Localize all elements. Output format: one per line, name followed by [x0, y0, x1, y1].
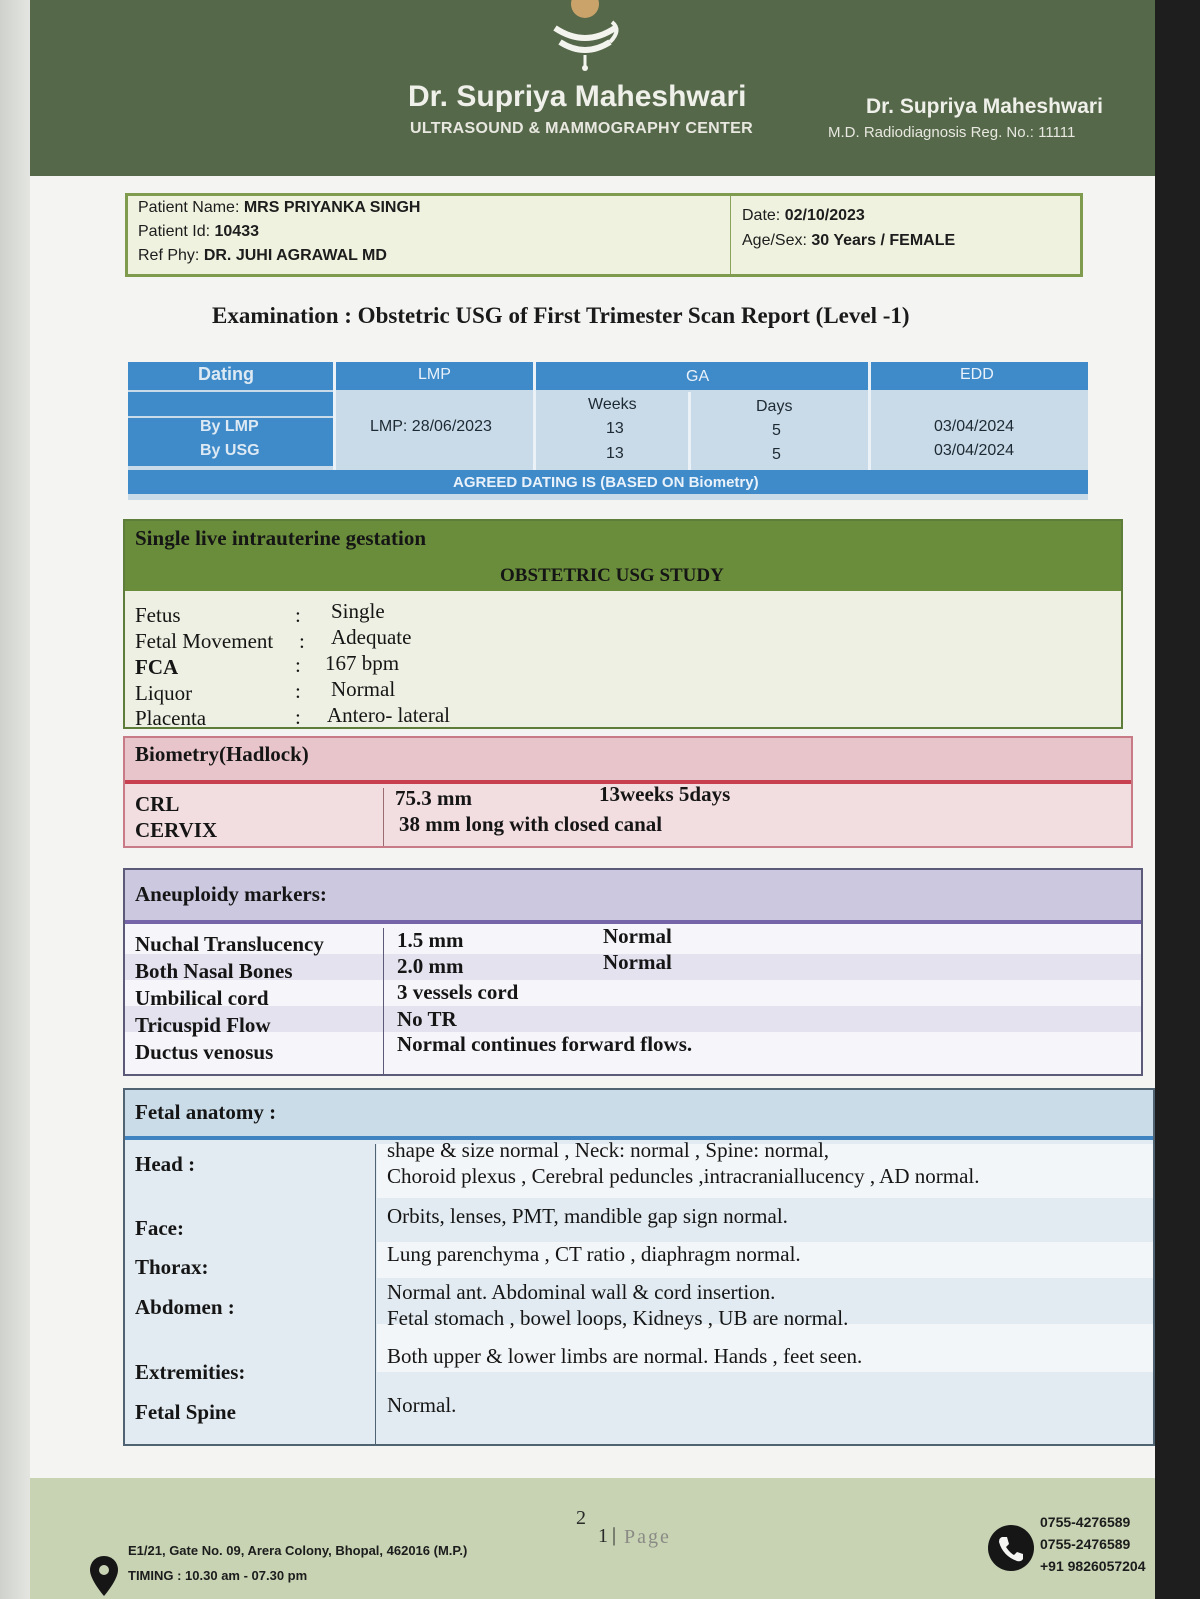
- value-fetus: Single: [331, 599, 385, 623]
- biometry-heading: Biometry(Hadlock): [135, 742, 309, 766]
- gestation-heading: Single live intrauterine gestation: [135, 526, 427, 550]
- value-umbilical-cord: 3 vessels cord: [397, 980, 519, 1004]
- report-page: [30, 0, 1155, 1599]
- label-placenta: Placenta: [135, 706, 207, 730]
- row-label-by-usg: By USG: [200, 442, 260, 459]
- patient-name-line: Patient Name: MRS PRIYANKA SINGH: [138, 199, 421, 216]
- divider: [688, 392, 691, 470]
- extremities-findings: Both upper & lower limbs are normal. Hands , feet seen.: [387, 1344, 863, 1368]
- age-sex: 30 Years / FEMALE: [811, 232, 956, 249]
- doctor-credentials: M.D. Radiodiagnosis Reg. No.: 11111: [828, 124, 1076, 141]
- patient-id-line: Patient Id: 10433: [138, 223, 259, 240]
- value-cervix: 38 mm long with closed canal: [399, 812, 663, 836]
- colon: :: [295, 653, 301, 677]
- label-head: Head :: [135, 1152, 196, 1176]
- weeks-value: 13: [606, 445, 624, 462]
- location-pin-icon: [90, 1556, 118, 1596]
- aneuploidy-heading: Aneuploidy markers:: [135, 882, 327, 906]
- label-fetus: Fetus: [135, 603, 181, 627]
- study-title: OBSTETRIC USG STUDY: [500, 565, 724, 586]
- label-fca: FCA: [135, 655, 179, 679]
- patient-id: 10433: [214, 223, 259, 240]
- divider: [868, 362, 871, 470]
- ref-phy-line: Ref Phy: DR. JUHI AGRAWAL MD: [138, 247, 387, 264]
- divider: [730, 196, 731, 274]
- status-nasal-bones: Normal: [603, 950, 672, 974]
- letterhead: [30, 0, 1155, 176]
- dating-label-cell: [128, 392, 333, 416]
- show-through-page-number: 2: [576, 1507, 586, 1529]
- days-value: 5: [772, 422, 781, 439]
- edd-value: 03/04/2024: [934, 418, 1015, 435]
- anatomy-heading: Fetal anatomy :: [135, 1100, 277, 1124]
- abdomen-findings-line-1: Normal ant. Abdominal wall & cord insertion.: [387, 1280, 776, 1304]
- date-line: Date: 02/10/2023: [742, 207, 865, 224]
- divider: [383, 788, 384, 846]
- colon: :: [295, 705, 301, 729]
- edd-value: 03/04/2024: [934, 442, 1015, 459]
- exam-title: Examination : Obstetric USG of First Trimester Scan Report (Level -1): [212, 303, 910, 328]
- label-ductus-venosus: Ductus venosus: [135, 1040, 274, 1064]
- phone-number: +91 9826057204: [1040, 1558, 1146, 1574]
- phone-icon: [988, 1525, 1034, 1571]
- label-cervix: CERVIX: [135, 818, 218, 842]
- crl-gestational-age: 13weeks 5days: [599, 782, 731, 806]
- value-fca: 167 bpm: [325, 651, 400, 675]
- divider: [383, 928, 384, 1074]
- col-header-ga: GA: [686, 368, 710, 385]
- value-placenta: Antero- lateral: [327, 703, 451, 727]
- value-crl: 75.3 mm: [395, 786, 472, 810]
- aneuploidy-markers-section: [123, 868, 1143, 1076]
- label-umbilical-cord: Umbilical cord: [135, 986, 269, 1010]
- days-value: 5: [772, 446, 781, 463]
- head-findings-line-2: Choroid plexus , Cerebral peduncles ,intracraniallucency , AD normal.: [387, 1164, 980, 1188]
- col-header-weeks: Weeks: [588, 396, 637, 413]
- page-number: 1: [598, 1525, 608, 1547]
- thorax-findings: Lung parenchyma , CT ratio , diaphragm normal.: [387, 1242, 801, 1266]
- label-thorax: Thorax:: [135, 1255, 209, 1279]
- phone-number: 0755-2476589: [1040, 1536, 1131, 1552]
- colon: :: [295, 679, 301, 703]
- value-nasal-bones: 2.0 mm: [397, 954, 464, 978]
- value-nuchal-translucency: 1.5 mm: [397, 928, 464, 952]
- status-nuchal-translucency: Normal: [603, 924, 672, 948]
- label-fetal-spine: Fetal Spine: [135, 1400, 236, 1424]
- weeks-value: 13: [606, 420, 624, 437]
- value-ductus-venosus: Normal continues forward flows.: [397, 1032, 693, 1056]
- label-nuchal-translucency: Nuchal Translucency: [135, 932, 324, 956]
- biometry-section: [123, 736, 1133, 848]
- col-header-lmp: LMP: [418, 366, 451, 383]
- row-label-by-lmp: By LMP: [200, 418, 259, 435]
- obstetric-study-section: [123, 519, 1123, 729]
- clinic-subtitle: ULTRASOUND & MAMMOGRAPHY CENTER: [410, 120, 753, 137]
- page-word: Page: [624, 1526, 671, 1548]
- divider: [533, 362, 536, 470]
- label-tricuspid-flow: Tricuspid Flow: [135, 1013, 271, 1037]
- label-nasal-bones: Both Nasal Bones: [135, 959, 293, 983]
- clinic-timing: TIMING : 10.30 am - 07.30 pm: [128, 1568, 308, 1583]
- label-crl: CRL: [135, 792, 180, 816]
- section-header-band: [125, 1090, 1153, 1140]
- face-findings: Orbits, lenses, PMT, mandible gap sign normal.: [387, 1204, 788, 1228]
- clinic-name: Dr. Supriya Maheshwari: [408, 80, 747, 113]
- colon: :: [299, 629, 305, 653]
- dating-table: [128, 362, 1088, 500]
- col-header-dating: Dating: [198, 364, 254, 384]
- patient-name: MRS PRIYANKA SINGH: [243, 199, 421, 216]
- label-liquor: Liquor: [135, 681, 193, 705]
- abdomen-findings-line-2: Fetal stomach , bowel loops, Kidneys , UB are normal.: [387, 1306, 849, 1330]
- label-extremities: Extremities:: [135, 1360, 246, 1384]
- fetal-spine-findings: Normal.: [387, 1393, 457, 1417]
- ref-physician: DR. JUHI AGRAWAL MD: [203, 247, 387, 264]
- label-face: Face:: [135, 1216, 184, 1240]
- age-sex-line: Age/Sex: 30 Years / FEMALE: [742, 232, 956, 249]
- divider: [333, 362, 336, 470]
- head-findings-line-1: shape & size normal , Neck: normal , Spine: normal,: [387, 1138, 830, 1162]
- row-stripe: [125, 1006, 1141, 1032]
- label-abdomen: Abdomen :: [135, 1295, 235, 1319]
- phone-number: 0755-4276589: [1040, 1514, 1131, 1530]
- colon: :: [295, 603, 301, 627]
- value-tricuspid-flow: No TR: [397, 1007, 457, 1031]
- col-header-days: Days: [756, 398, 793, 415]
- page-separator: |: [612, 1524, 617, 1546]
- clinic-address: E1/21, Gate No. 09, Arera Colony, Bhopal, 462016 (M.P.): [128, 1543, 468, 1558]
- value-fetal-movement: Adequate: [331, 625, 412, 649]
- value-liquor: Normal: [331, 677, 396, 701]
- lmp-date: LMP: 28/06/2023: [370, 418, 492, 435]
- label-fetal-movement: Fetal Movement: [135, 629, 274, 653]
- divider: [375, 1144, 376, 1444]
- fetal-anatomy-section: [123, 1088, 1155, 1446]
- clinic-logo-icon: [540, 0, 630, 72]
- report-date: 02/10/2023: [784, 207, 865, 224]
- doctor-name: Dr. Supriya Maheshwari: [866, 95, 1103, 118]
- col-header-edd: EDD: [960, 366, 994, 383]
- patient-info-box: [125, 193, 1083, 277]
- agreed-dating-note: AGREED DATING IS (BASED ON Biometry): [453, 474, 759, 491]
- dating-header-row: [128, 362, 1088, 390]
